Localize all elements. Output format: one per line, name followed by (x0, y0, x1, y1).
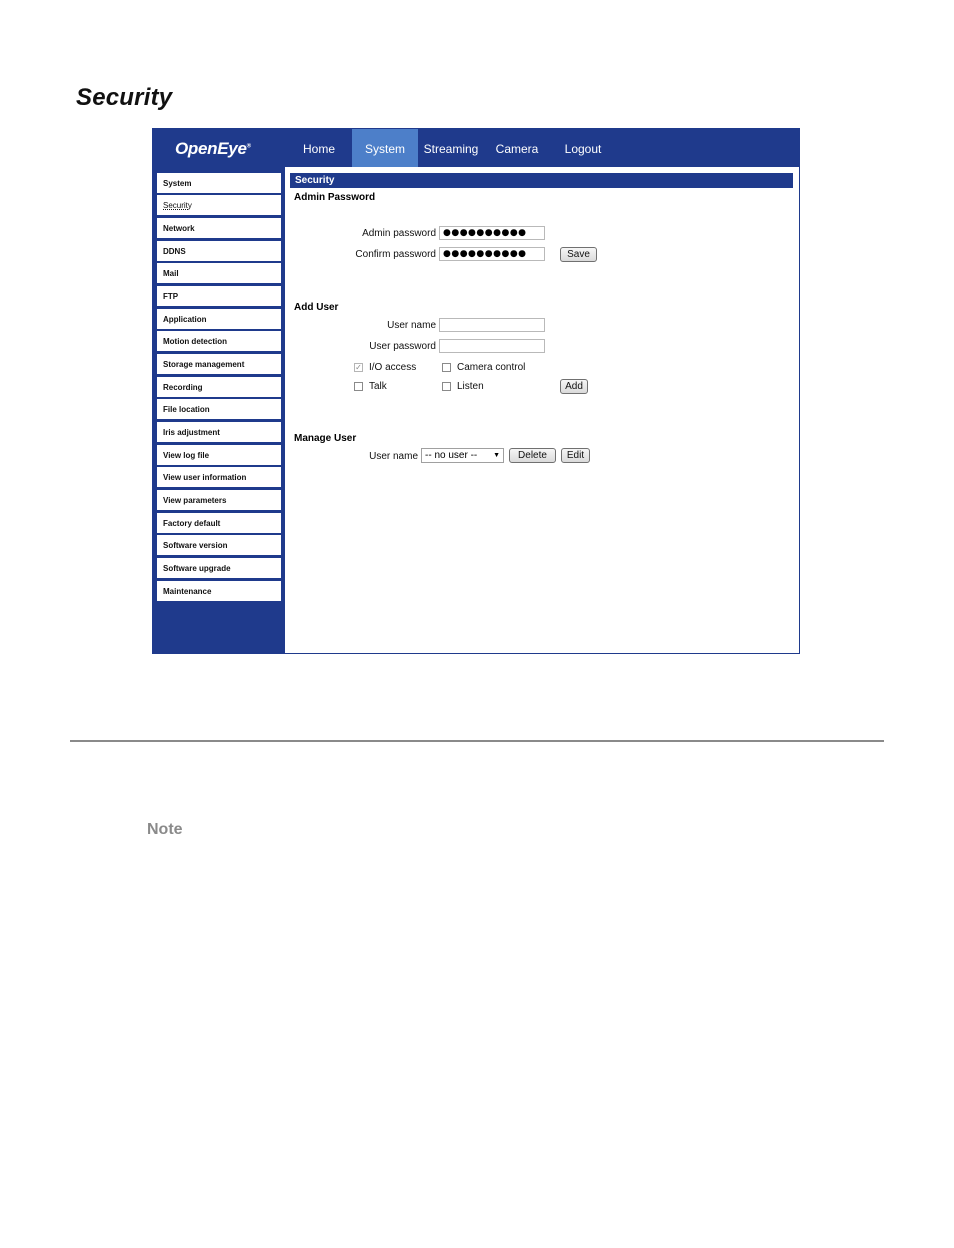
delete-user-button[interactable]: Delete (509, 448, 556, 463)
sidebar-item-mail[interactable]: Mail (157, 263, 281, 283)
sidebar-item-ddns[interactable]: DDNS (157, 241, 281, 261)
nav-tab-system[interactable]: System (352, 129, 418, 167)
sidebar-item-ftp[interactable]: FTP (157, 286, 281, 306)
sidebar-item-security[interactable]: Security (157, 195, 281, 215)
sidebar-item-view-user-information[interactable]: View user information (157, 467, 281, 487)
admin-password-label: Admin password (362, 228, 436, 239)
sidebar-item-maintenance[interactable]: Maintenance (157, 581, 281, 601)
sidebar-item-software-version[interactable]: Software version (157, 535, 281, 555)
nav-tab-camera[interactable]: Camera (495, 142, 539, 156)
edit-user-button[interactable]: Edit (561, 448, 590, 463)
listen-checkbox[interactable] (442, 382, 451, 391)
section-divider (70, 740, 884, 742)
sidebar-item-network[interactable]: Network (157, 218, 281, 238)
camera-control-checkbox[interactable] (442, 363, 451, 372)
sidebar-item-application[interactable]: Application (157, 309, 281, 329)
talk-checkbox[interactable] (354, 382, 363, 391)
page-title: Security (76, 84, 173, 111)
save-button[interactable]: Save (560, 247, 597, 262)
sidebar-item-software-upgrade[interactable]: Software upgrade (157, 558, 281, 578)
sidebar-item-system[interactable]: System (157, 173, 281, 193)
sidebar-item-file-location[interactable]: File location (157, 399, 281, 419)
sidebar-item-motion-detection[interactable]: Motion detection (157, 331, 281, 351)
talk-label: Talk (369, 381, 387, 392)
settings-sidebar (153, 167, 285, 653)
sidebar-item-factory-default[interactable]: Factory default (157, 513, 281, 533)
sidebar-item-recording[interactable]: Recording (157, 377, 281, 397)
top-navigation-bar (153, 129, 799, 167)
add-user-password-label: User password (369, 341, 436, 352)
manage-user-title: Manage User (294, 433, 357, 444)
add-user-password-input[interactable] (439, 339, 545, 353)
nav-tab-home[interactable]: Home (302, 142, 335, 156)
add-user-name-label: User name (387, 320, 436, 331)
add-user-title: Add User (294, 302, 339, 313)
add-user-name-input[interactable] (439, 318, 545, 332)
sidebar-item-storage-management[interactable]: Storage management (157, 354, 281, 374)
sidebar-item-iris-adjustment[interactable]: Iris adjustment (157, 422, 281, 442)
listen-label: Listen (457, 381, 484, 392)
security-content (286, 167, 799, 653)
security-settings-screenshot (152, 128, 800, 654)
camera-control-label: Camera control (457, 362, 526, 373)
openeye-logo: OpenEye® (175, 139, 251, 158)
io-access-checkbox[interactable]: ✓ (355, 363, 362, 372)
io-access-label: I/O access (369, 362, 417, 373)
nav-tab-logout[interactable]: Logout (564, 142, 602, 156)
confirm-password-label: Confirm password (355, 249, 436, 260)
admin-password-input[interactable]: ●●●●●●●●●● (439, 226, 545, 240)
user-select-dropdown[interactable]: -- no user -- ▼ (421, 448, 504, 463)
nav-tab-streaming[interactable]: Streaming (423, 142, 479, 156)
manage-user-name-label: User name (369, 451, 418, 462)
add-user-button[interactable]: Add (560, 379, 588, 394)
confirm-password-input[interactable]: ●●●●●●●●●● (439, 247, 545, 261)
admin-password-title: Admin Password (294, 192, 376, 203)
section-header: Security (290, 173, 793, 188)
sidebar-item-view-parameters[interactable]: View parameters (157, 490, 281, 510)
note-label: Note (147, 821, 183, 838)
sidebar-item-view-log-file[interactable]: View log file (157, 445, 281, 465)
chevron-down-icon: ▼ (493, 452, 500, 459)
